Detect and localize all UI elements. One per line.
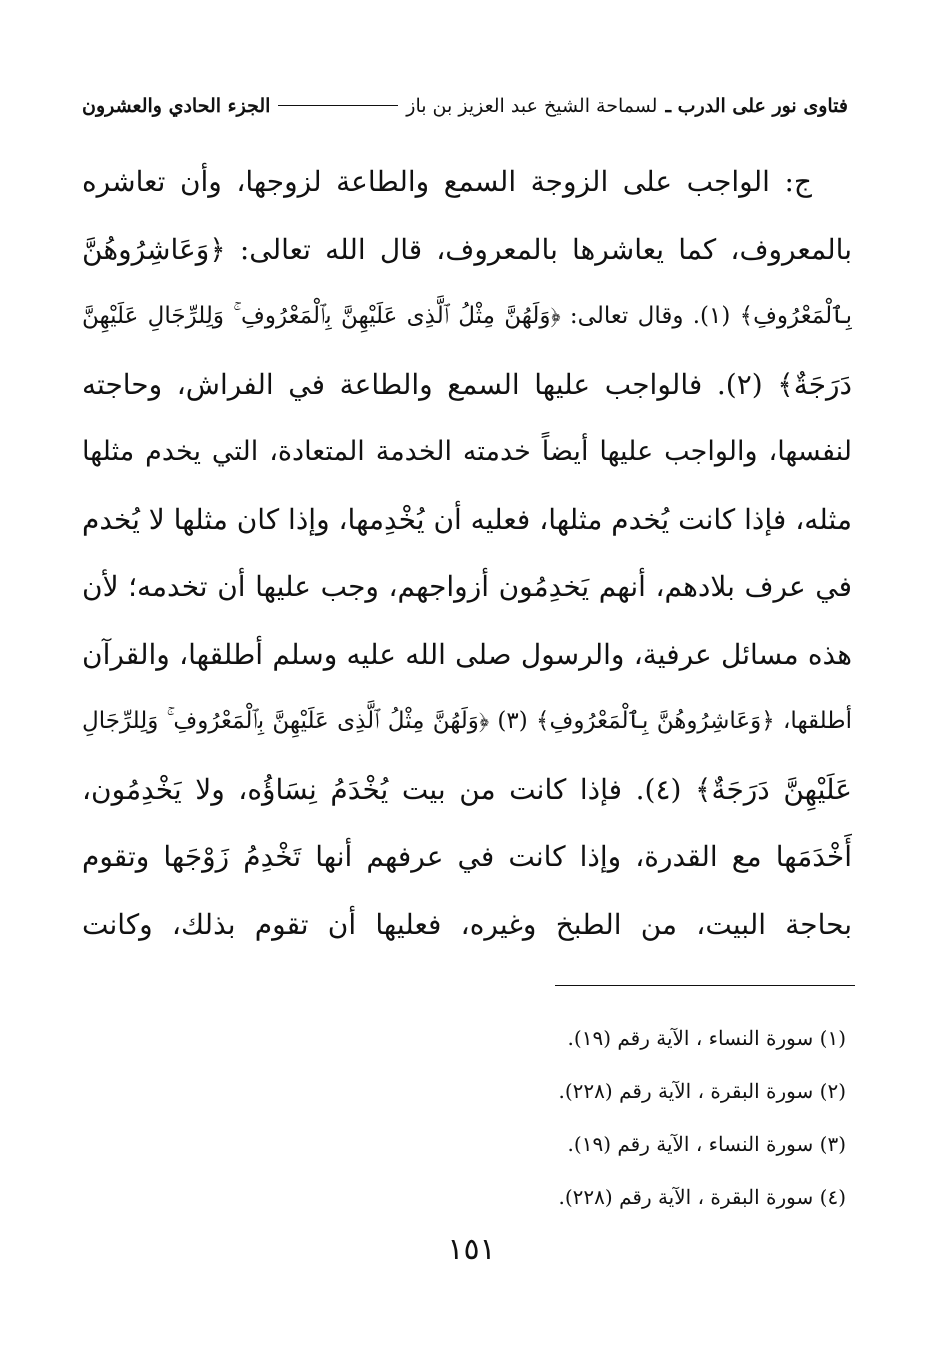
page-number: ١٥١ (447, 1232, 496, 1267)
footnote: (٢) سورة البقرة ، الآية رقم (٢٢٨). (558, 1079, 846, 1103)
body-text (82, 148, 852, 958)
body-line: ج: الواجب على الزوجة السمع والطاعة لزوجها، وأن تعاشره (82, 165, 812, 198)
body-line: دَرَجَةٌ﴾ (٢). فالواجب عليها السمع والطاعة في الفراش، وحاجته (82, 367, 852, 401)
body-line: هذه مسائل عرفية، والرسول صلى الله عليه وسلم أطلقها، والقرآن (82, 637, 852, 671)
body-line: بحاجة البيت، من الطبخ وغيره، فعليها أن تقوم بذلك، وكانت (82, 907, 852, 941)
footnote-separator (555, 985, 855, 986)
footnote: (٣) سورة النساء ، الآية رقم (١٩). (567, 1132, 846, 1156)
body-line: أَخْدَمَها مع القدرة، وإذا كانت في عرفهم أنها تَخْدِمُ زَوْجَها وتقوم (82, 840, 852, 873)
footnote: (١) سورة النساء ، الآية رقم (١٩). (567, 1026, 846, 1050)
body-line: لنفسها، والواجب عليها أيضاً خدمته الخدمة المتعادة، التي يخدم مثلها (82, 436, 852, 467)
header-dash (278, 105, 398, 106)
body-line: بِٱلْمَعْرُوفِ﴾ (١). وقال تعالى: ﴿وَلَهُنَّ مِثْلُ ٱلَّذِى عَلَيْهِنَّ بِٱلْمَعْرُوفِ ۚ وَلِلرِّجَالِ عَلَيْهِنَّ (82, 303, 852, 329)
body-line: مثله، فإذا كانت يُخدم مثلها، فعليه أن يُخْدِمها، وإذا كان مثلها لا يُخدم (82, 502, 852, 536)
body-line: في عرف بلادهم، أنهم يَخدِمُون أزواجهم، وجب عليها أن تخدمه؛ لأن (82, 570, 852, 603)
body-line: عَلَيْهِنَّ دَرَجَةٌ﴾ (٤). فإذا كانت من بيت يُخْدَمُ نِسَاؤُه، ولا يَخْدِمُون، (82, 772, 852, 806)
footnote: (٤) سورة البقرة ، الآية رقم (٢٢٨). (558, 1185, 846, 1209)
body-line: أطلقها، ﴿وَعَاشِرُوهُنَّ بِٱلْمَعْرُوفِ﴾ (٣) ﴿وَلَهُنَّ مِثْلُ ٱلَّذِى عَلَيْهِنَّ بِٱلْمَعْرُوفِ ۚ وَلِلرِّجَالِ (82, 708, 852, 734)
volume-label: الجزء الحادي والعشرون (82, 95, 271, 117)
running-header (82, 95, 848, 117)
footnotes (82, 1018, 852, 1230)
author-name: لسماحة الشيخ عبد العزيز بن باز (406, 95, 658, 117)
body-line: بالمعروف، كما يعاشرها بالمعروف، قال الله تعالى: ﴿وَعَاشِرُوهُنَّ (82, 232, 852, 266)
book-title: فتاوى نور على الدرب ـ (665, 95, 848, 117)
